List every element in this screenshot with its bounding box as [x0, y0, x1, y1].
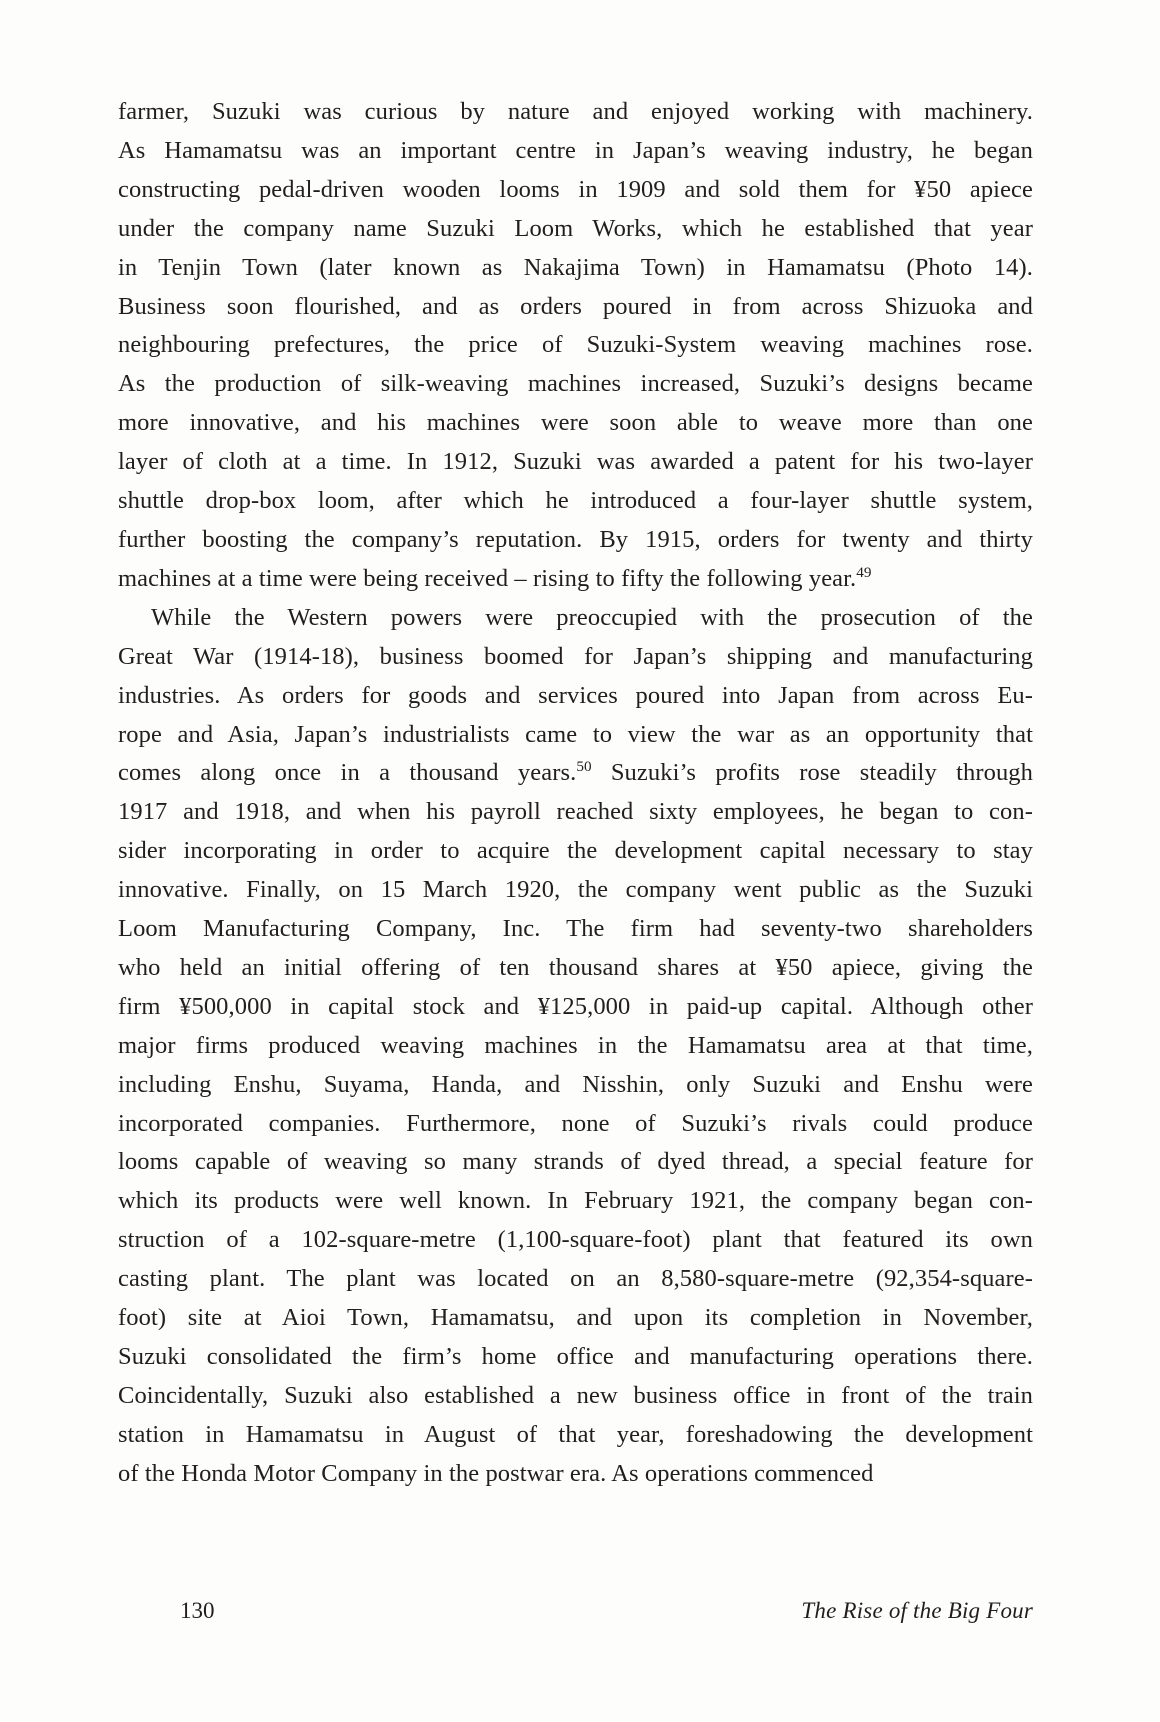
page-number: 130 — [180, 1598, 215, 1623]
text-line: As the production of silk-weaving machines increased, Suzuki’s designs became — [118, 370, 1033, 398]
text-line: farmer, Suzuki was curious by nature and enjoyed working with machinery. — [118, 98, 1033, 125]
text-line: further boosting the company’s reputation. By 1915, orders for twenty and thirty — [118, 525, 1033, 553]
text-line: shuttle drop-box loom, after which he introduced a four-layer shuttle system, — [118, 487, 1033, 515]
text-line: struction of a 102-square-metre (1,100-square-foot) plant that featured its own — [118, 1226, 1033, 1254]
text-line: foot) site at Aioi Town, Hamamatsu, and upon its completion in November, — [118, 1304, 1033, 1332]
text-line: Great War (1914-18), business boomed for Japan’s shipping and manufacturing — [118, 642, 1033, 670]
text-line: layer of cloth at a time. In 1912, Suzuki was awarded a patent for his two-layer — [118, 448, 1033, 476]
text-line: machines at a time were being received – rising to fifty the following year.$^{49}$ — [118, 563, 872, 592]
text-line: While the Western powers were preoccupied with the prosecution of the — [151, 603, 1033, 631]
text-line: including Enshu, Suyama, Handa, and Nisshin, only Suzuki and Enshu were — [118, 1070, 1033, 1098]
text-line: Suzuki consolidated the firm’s home office and manufacturing operations there. — [118, 1343, 1033, 1370]
text-line: Loom Manufacturing Company, Inc. The firm had seventy-two shareholders — [118, 915, 1033, 943]
text-line: industries. As orders for goods and services poured into Japan from across Eu- — [118, 681, 1033, 709]
text-line: constructing pedal-driven wooden looms in 1909 and sold them for ¥50 apiece — [118, 175, 1033, 203]
text-line: who held an initial offering of ten thousand shares at ¥50 apiece, giving the — [118, 953, 1033, 981]
paragraph — [118, 599, 1033, 1494]
running-title: The Rise of the Big Four — [801, 1598, 1033, 1623]
text-line: casting plant. The plant was located on an 8,580-square-metre (92,354-square- — [118, 1265, 1033, 1293]
text-line: major firms produced weaving machines in the Hamamatsu area at that time, — [118, 1031, 1033, 1059]
text-line: Business soon flourished, and as orders poured in from across Shizuoka and — [118, 292, 1033, 320]
text-line: of the Honda Motor Company in the postwar era. As operations commenced — [118, 1459, 874, 1487]
page-footer — [118, 1596, 1033, 1626]
text-line: firm ¥500,000 in capital stock and ¥125,000 in paid-up capital. Although other — [118, 992, 1033, 1020]
text-line: As Hamamatsu was an important centre in Japan’s weaving industry, he began — [118, 136, 1033, 164]
paragraph — [118, 93, 1033, 599]
text-line: in Tenjin Town (later known as Nakajima Town) in Hamamatsu (Photo 14). — [118, 253, 1033, 281]
text-line: innovative. Finally, on 15 March 1920, the company went public as the Suzuki — [118, 876, 1033, 904]
text-line: looms capable of weaving so many strands of dyed thread, a special feature for — [118, 1148, 1033, 1176]
text-line: Coincidentally, Suzuki also established a new business office in front of the train — [118, 1381, 1033, 1409]
text-line: sider incorporating in order to acquire the development capital necessary to stay — [118, 837, 1033, 865]
text-line: 1917 and 1918, and when his payroll reached sixty employees, he began to con- — [118, 798, 1033, 826]
text-line: rope and Asia, Japan’s industrialists came to view the war as an opportunity that — [118, 720, 1033, 748]
text-block — [118, 93, 1033, 1494]
text-line: station in Hamamatsu in August of that year, foreshadowing the development — [118, 1420, 1033, 1448]
text-line: which its products were well known. In February 1921, the company began con- — [118, 1187, 1033, 1215]
text-line: incorporated companies. Furthermore, none of Suzuki’s rivals could produce — [118, 1109, 1033, 1137]
text-line: under the company name Suzuki Loom Works, which he established that year — [118, 214, 1033, 242]
text-line: neighbouring prefectures, the price of Suzuki-System weaving machines rose. — [118, 331, 1033, 359]
text-line: comes along once in a thousand years.$^{50}$ Suzuki’s profits rose steadily through — [118, 758, 1033, 787]
text-line: more innovative, and his machines were soon able to weave more than one — [118, 409, 1033, 437]
